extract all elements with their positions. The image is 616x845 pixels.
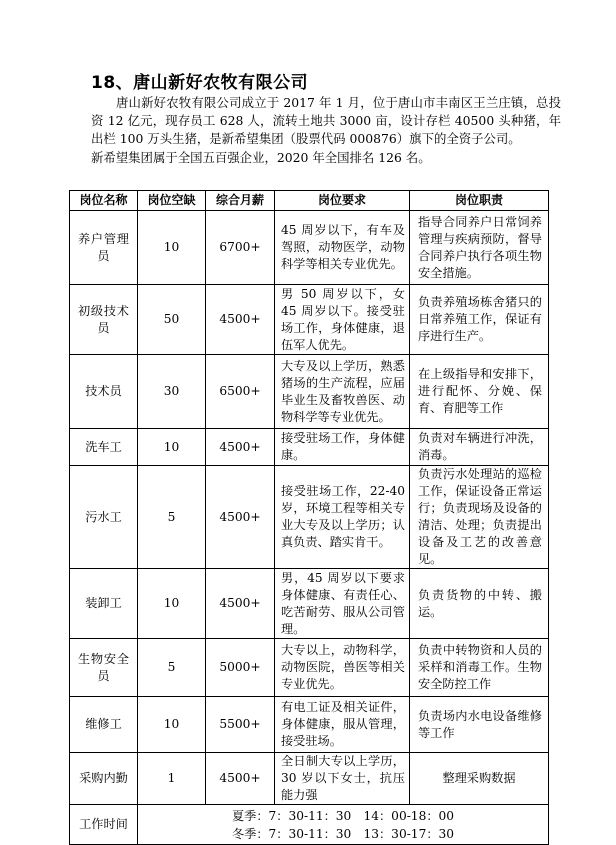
header-duties: 岗位职责: [410, 191, 549, 211]
duties: 负责对车辆进行冲洗，消毒。: [410, 429, 549, 466]
work-time-label: 工作时间: [70, 805, 138, 845]
vacancy-count: 5: [138, 466, 206, 569]
monthly-salary: 6500+: [206, 355, 275, 429]
duties: 负责场内水电设备维修等工作: [410, 697, 549, 753]
position-name: 技术员: [70, 355, 138, 429]
position-name: 采购内勤: [70, 753, 138, 805]
page-title: 18、唐山新好农牧有限公司: [91, 73, 309, 93]
duties: 负责货物的中转、搬运。: [410, 569, 549, 639]
position-name: 装卸工: [70, 569, 138, 639]
header-salary: 综合月薪: [206, 191, 275, 211]
table-row: [70, 753, 549, 805]
intro-paragraph: 唐山新好农牧有限公司成立于 2017 年 1 月，位于唐山市丰南区王兰庄镇，总投资 12 亿元，现存员工 628 人，流转土地共 3000 亩，设计存栏 40500 头种猪，年出栏 100 万头生猪，是新希望集团（股票代码 000876）旗下的全资子公司。: [91, 95, 561, 147]
requirements: 男 50 周岁以下，女 45 周岁以下。接受驻场工作，身体健康，退伍军人优先。: [275, 285, 410, 355]
table-row: [70, 429, 549, 466]
requirements: 全日制大专以上学历，30 岁以下女士，抗压能力强: [275, 753, 410, 805]
company-intro: [91, 94, 561, 167]
position-name: 洗车工: [70, 429, 138, 466]
position-name: 养户管理员: [70, 211, 138, 285]
requirements: 45 周岁以下，有车及驾照，动物医学，动物科学等相关专业优先。: [275, 211, 410, 285]
requirements: 大专以上，动物科学，动物医院，兽医等相关专业优先。: [275, 639, 410, 697]
monthly-salary: 4500+: [206, 429, 275, 466]
table-row: [70, 211, 549, 285]
monthly-salary: 4500+: [206, 753, 275, 805]
monthly-salary: 4500+: [206, 569, 275, 639]
table-row: [70, 697, 549, 753]
requirements: 接受驻场工作，22-40 岁，环境工程等相关专业大专及以上学历；认真负责、踏实肯干。: [275, 466, 410, 569]
monthly-salary: 4500+: [206, 466, 275, 569]
header-position: 岗位名称: [70, 191, 138, 211]
vacancy-count: 10: [138, 211, 206, 285]
job-table: [69, 190, 549, 845]
duties: 指导合同养户日常饲养管理与疾病预防，督导合同养户执行各项生物安全措施。: [410, 211, 549, 285]
work-time-summer: 夏季：7：30-11：30 14：00-18：00: [231, 808, 455, 823]
vacancy-count: 5: [138, 639, 206, 697]
vacancy-count: 30: [138, 355, 206, 429]
position-name: 生物安全员: [70, 639, 138, 697]
monthly-salary: 6700+: [206, 211, 275, 285]
table-row: [70, 355, 549, 429]
vacancy-count: 10: [138, 697, 206, 753]
work-time-winter: 冬季：7：30-11：30 13：30-17：30: [231, 826, 455, 841]
table-row: [70, 569, 549, 639]
vacancy-count: 10: [138, 569, 206, 639]
header-requirements: 岗位要求: [275, 191, 410, 211]
vacancy-count: 10: [138, 429, 206, 466]
header-vacancies: 岗位空缺: [138, 191, 206, 211]
table-row: [70, 466, 549, 569]
requirements: 有电工证及相关证件，身体健康，服从管理，接受驻场。: [275, 697, 410, 753]
monthly-salary: 5000+: [206, 639, 275, 697]
requirements: 男，45 周岁以下要求身体健康、有责任心、吃苦耐劳、服从公司管理。: [275, 569, 410, 639]
duties: 在上级指导和安排下，进行配怀、分娩、保育、育肥等工作: [410, 355, 549, 429]
position-name: 维修工: [70, 697, 138, 753]
position-name: 污水工: [70, 466, 138, 569]
requirements: 大专及以上学历，熟悉猪场的生产流程，应届毕业生及畜牧兽医、动物科学等专业优先。: [275, 355, 410, 429]
duties: 负责污水处理站的巡检工作，保证设备正常运行；负责现场及设备的清洁、处理；负责提出设备及工艺的改善意见。: [410, 466, 549, 569]
duties: 负责中转物资和人员的采样和消毒工作。生物安全防控工作: [410, 639, 549, 697]
table-row: [70, 285, 549, 355]
position-name: 初级技术员: [70, 285, 138, 355]
requirements: 接受驻场工作，身体健康。: [275, 429, 410, 466]
vacancy-count: 1: [138, 753, 206, 805]
monthly-salary: 4500+: [206, 285, 275, 355]
vacancy-count: 50: [138, 285, 206, 355]
table-row: [70, 639, 549, 697]
duties: 负责养殖场栋舍猪只的日常养殖工作，保证有序进行生产。: [410, 285, 549, 355]
duties: 整理采购数据: [410, 753, 549, 805]
table-header-row: [70, 191, 549, 211]
monthly-salary: 5500+: [206, 697, 275, 753]
intro-paragraph: 新希望集团属于全国五百强企业，2020 年全国排名 126 名。: [91, 149, 431, 165]
